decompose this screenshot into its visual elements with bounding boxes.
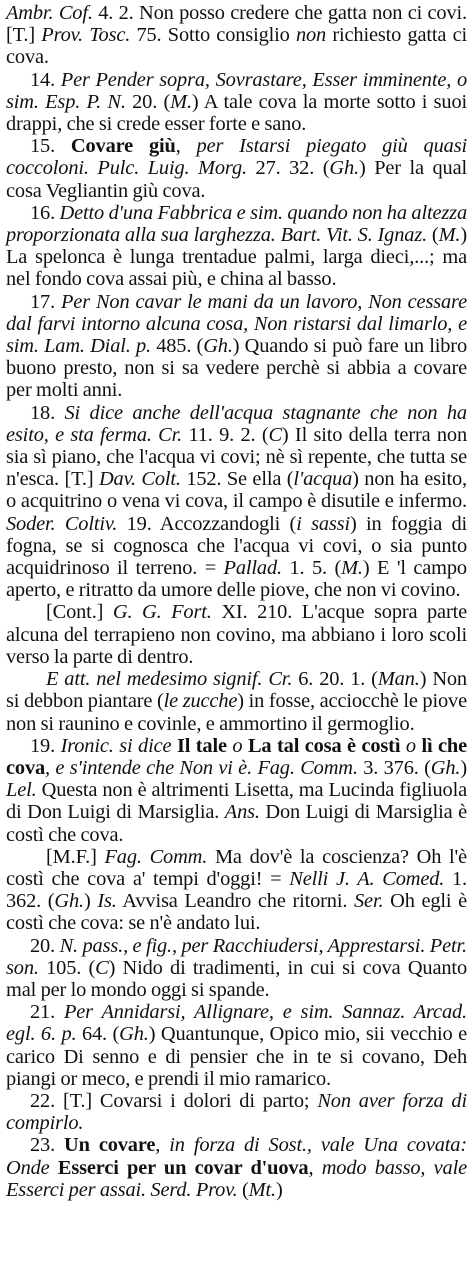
entry-text-run: (: [427, 224, 439, 247]
entry-text-run: Prov. Tosc.: [41, 24, 137, 47]
entry-text-run: ,: [308, 1156, 322, 1179]
entry-text-run: 64. (: [76, 1023, 120, 1046]
entry-text-run: M.: [438, 224, 461, 247]
dictionary-entry-paragraph: [6, 291, 467, 402]
entry-text-run: 19.: [30, 734, 61, 757]
entry-text-run: Nelli J. A. Comed.: [289, 867, 445, 890]
entry-text-run: M.: [170, 90, 192, 113]
entry-text-run: richiesto gatta ci cova.: [6, 24, 467, 69]
dictionary-entry-paragraph: [6, 69, 467, 136]
entry-text-run: C: [268, 423, 282, 446]
entry-text-run: Lel.: [6, 779, 37, 802]
entry-text-run: 22. [T.] Covarsi i dolori di parto;: [30, 1089, 318, 1112]
dictionary-entry-paragraph: [6, 402, 467, 602]
entry-text-run: Questa non è altrimenti Lisetta, ma Lucinda figliuola di Don Luigi di Marsiglia.: [6, 779, 467, 824]
entry-text-run: e s'intende che Non vi è. Fag. Comm.: [55, 756, 358, 779]
entry-text-run: 14.: [30, 68, 61, 91]
entry-text-run: 17.: [30, 290, 61, 313]
dictionary-entry-paragraph: [6, 668, 467, 735]
entry-text-run: l'acqua: [293, 468, 353, 491]
entry-text-run: non: [295, 24, 327, 47]
entry-text-run: Soder. Coltiv.: [6, 512, 118, 535]
entry-text-run: ) Non si debbon piantare (: [6, 668, 467, 713]
entry-text-run: Per Annidarsi, Allignare, e sim. Sannaz. Arcad. egl. 6. p.: [6, 1001, 467, 1046]
entry-text-run: Is.: [97, 890, 117, 913]
entry-text-run: per Istarsi piegato giù quasi coccoloni. Pulc. Luig. Morg.: [6, 135, 467, 180]
entry-text-run: Dav. Colt.: [98, 468, 181, 491]
entry-text-run: Ans.: [224, 801, 260, 824]
entry-text-run: Don Luigi di Marsiglia è costì che cova.: [6, 801, 468, 846]
entry-text-run: M.: [341, 557, 363, 580]
entry-text-run: Gh.: [119, 1023, 149, 1046]
entry-text-run: Un covare: [64, 1134, 156, 1157]
entry-text-run: [Cont.]: [46, 601, 113, 624]
entry-text-run: ) in foggia di fogna, se si cognosca che l'acqua vi covi, o sia punto acquidrinoso il terreno. =: [6, 512, 468, 580]
entry-text-run: Per Pender sopra, Sovrastare, Esser imminente, o sim. Esp. P. N.: [6, 68, 467, 113]
entry-text-run: 3. 376. (: [357, 756, 431, 779]
entry-text-run: ) Il sito della terra non sia sì piano, che l'acqua vi covi; nè sì repente, che tutta se n'esca. [T.]: [6, 423, 467, 491]
entry-text-run: o: [232, 734, 243, 757]
entry-text-run: 152. Se ella (: [180, 468, 294, 491]
entry-text-run: Pallad.: [223, 557, 282, 580]
entry-text-run: Mt.: [248, 1178, 276, 1201]
entry-text-run: ,: [45, 756, 56, 779]
entry-text-run: ,: [175, 135, 197, 158]
entry-text-run: Oh egli è costì che cova: se n'è andato lui.: [6, 890, 468, 935]
entry-text-run: ) E 'l campo aperto, e ritratto da umore delle piove, che non vi covino.: [6, 557, 467, 602]
entry-text-run: ): [84, 890, 98, 913]
entry-text-run: ) in fosse, acciocchè le piove non si raunino e covinle, e ammortino il germoglio.: [6, 690, 467, 735]
entry-text-run: 485. (: [150, 335, 204, 358]
entry-text-run: 20. (: [125, 90, 171, 113]
entry-text-run: [50, 1157, 58, 1179]
entry-text-run: 19. Accozzandogli (: [117, 512, 297, 535]
dictionary-entry-paragraph: [6, 2, 467, 69]
entry-text-run: o: [405, 734, 416, 757]
entry-text-run: ): [460, 756, 468, 779]
entry-text-run: 16.: [30, 201, 60, 224]
entry-text-run: lì che cova: [6, 734, 467, 779]
entry-text-run: 75. Sotto consiglio: [136, 24, 296, 47]
entry-text-run: Gh.: [329, 157, 359, 180]
dictionary-entry-paragraph: [6, 1090, 467, 1134]
entry-text-run: ): [275, 1178, 283, 1201]
entry-text-run: Esserci per un covar d'uova: [57, 1156, 309, 1179]
entry-text-run: Non aver forza di compirlo.: [6, 1089, 467, 1135]
dictionary-entry-paragraph: [6, 135, 467, 202]
entry-text-run: Gh.: [430, 756, 461, 779]
entry-text-run: 105. (: [38, 956, 96, 979]
entry-text-run: ,: [155, 1134, 170, 1157]
entry-text-run: Covare giù: [70, 135, 176, 158]
entry-text-run: 21.: [30, 1001, 64, 1024]
entry-text-run: 20.: [30, 934, 60, 957]
entry-text-run: (: [237, 1178, 249, 1201]
entry-text-run: 1. 362. (: [6, 867, 467, 913]
entry-text-run: Gh.: [54, 890, 84, 913]
dictionary-entry-paragraph: [6, 1001, 467, 1090]
entry-text-run: Man.: [377, 668, 420, 691]
dictionary-entry-paragraph: [6, 601, 467, 668]
entry-text-run: 4. 2. Non posso credere che gatta non ci covi. [T.]: [6, 2, 467, 47]
entry-text-run: 1. 5. (: [281, 557, 342, 580]
entry-text-run: Gh.: [203, 335, 233, 358]
entry-text-run: ) La spelonca è lunga trentadue palmi, larga dieci,...; ma nel fondo cova assai più, e china al basso.: [6, 224, 468, 291]
entry-text-run: 15.: [30, 135, 71, 158]
entry-text-run: [M.F.]: [46, 845, 105, 868]
entry-text-run: Ser.: [354, 890, 384, 913]
entry-text-run: ) A tale cova la morte sotto i suoi drappi, che si crede esser forte e sano.: [6, 90, 468, 136]
dictionary-entry-paragraph: [6, 846, 467, 935]
entry-text-run: ) Nido di tradimenti, in cui si cova Quanto mal per lo mondo oggi si spande.: [6, 956, 467, 1001]
entry-text-run: Ironic. si dice: [60, 734, 172, 757]
entry-text-run: Per Non cavar le mani da un lavoro, Non cessare dal farvi intorno alcuna cosa, Non ristarsi dal limarlo, e sim. Lam. Dial. p.: [6, 290, 467, 358]
dictionary-entry-paragraph: [6, 202, 467, 291]
entry-text-run: 27. 32. (: [246, 157, 330, 180]
dictionary-entry-paragraph: [6, 935, 467, 1002]
entry-text-run: Fag. Comm.: [104, 845, 208, 868]
entry-text-run: Avvisa Leandro che ritorni.: [116, 890, 355, 913]
entry-text-run: Detto d'una Fabbrica e sim. quando non ha altezza proporzionata alla sua larghezza. Bart. Vit. S. Ignaz.: [6, 201, 467, 247]
entry-text-run: ) Quantunque, Opico mio, sii vecchio e carico Di senno e di pensier che in te si covano, Deh piangi or meco, e prendi il mio ramarico.: [6, 1023, 467, 1090]
dictionary-entry-paragraph: [6, 1134, 467, 1201]
entry-text-run: le zucche: [163, 690, 238, 713]
entry-text-run: XI. 210. L'acque sopra parte alcuna del terrapieno non covino, ma abbiano i loro scoli verso la parte di dentro.: [6, 601, 468, 668]
entry-text-run: Si dice anche dell'acqua stagnante che non ha esito, e sta ferma. Cr.: [6, 401, 467, 446]
entry-text-run: C: [95, 956, 109, 979]
entry-text-run: i sassi: [296, 512, 350, 535]
dictionary-entry-paragraph: [6, 735, 467, 846]
entry-text-run: Ma dov'è la coscienza? Oh l'è costì che cova a' tempi d'oggi! =: [6, 845, 467, 890]
entry-text-run: La tal cosa è costì: [247, 734, 401, 757]
entry-text-run: Il tale: [176, 734, 227, 757]
entry-text-run: modo basso, vale Esserci per assai. Serd. Prov.: [6, 1156, 468, 1201]
entry-text-run: 11. 9. 2. (: [182, 423, 269, 446]
entry-text-run: 23.: [30, 1134, 65, 1157]
entry-text-run: ) Quando si può fare un libro buono presto, non si sa vedere perchè si abbia a covare per molti anni.: [6, 335, 467, 402]
entry-text-run: E att. nel medesimo signif. Cr.: [46, 668, 293, 691]
entry-text-run: ) Per la qual cosa Vegliantin giù cova.: [6, 157, 468, 202]
entry-text-run: G. G. Fort.: [112, 601, 212, 624]
entry-text-run: ) non ha esito, o acquitrino o vena vi cova, il campo è disutile e infermo.: [6, 468, 467, 513]
entry-text-run: Ambr. Cof.: [6, 2, 99, 24]
entry-text-run: N. pass., e fig., per Racchiudersi, Apprestarsi. Petr. son.: [6, 934, 467, 979]
entry-text-run: 6. 20. 1. (: [292, 668, 378, 691]
entry-text-run: 18.: [30, 401, 65, 424]
entry-text-run: in forza di Sost., vale Una covata: Onde: [6, 1134, 467, 1179]
